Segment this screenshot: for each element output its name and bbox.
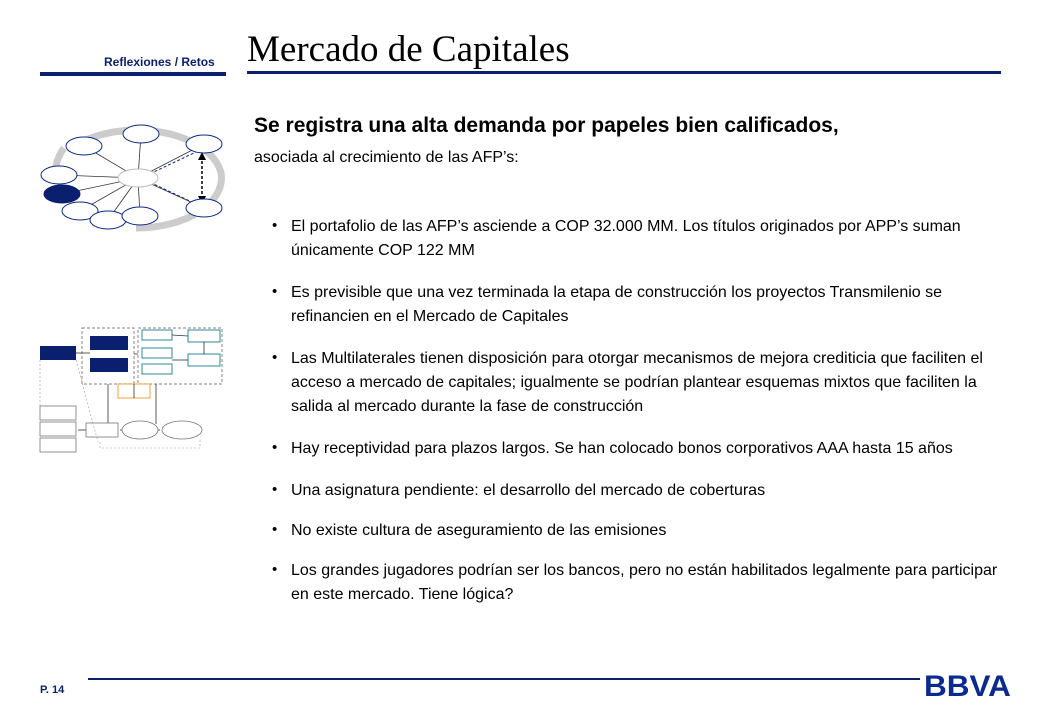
bbva-logo: BBVA [924,670,1011,703]
page-title: Mercado de Capitales [247,29,570,70]
bullet-item: • Es previsible que una vez terminada la etapa de construcción los proyectos Transmilenio se refinancien en el Mercado de Capitales [272,281,1012,329]
structure-diagram [38,324,228,460]
bottom-rule [88,678,920,680]
bullet-item: • Los grandes jugadores podrían ser los bancos, pero no están habilitados legalmente para participar en este mercado. Tiene lógica? [272,559,1012,607]
headline: Se registra una alta demanda por papeles bien calificados, [254,114,839,137]
title-rule [247,71,1001,74]
bullet-item: • El portafolio de las AFP’s asciende a COP 32.000 MM. Los títulos originados por APP’s suman únicamente COP 122 MM [272,215,1012,263]
bullet-list [272,215,1012,607]
network-diagram [36,118,236,238]
subhead: asociada al crecimiento de las AFP’s: [254,149,519,166]
page-number: P. 14 [40,684,65,696]
section-label: Reflexiones / Retos [104,55,215,69]
bullet-item: • No existe cultura de aseguramiento de las emisiones [272,519,1012,543]
bullet-item: • Hay receptividad para plazos largos. Se han colocado bonos corporativos AAA hasta 15 años [272,437,1012,461]
bullet-item: • Las Multilaterales tienen disposición para otorgar mecanismos de mejora crediticia que faciliten el acceso a mercado de capitales; igualmente se podrían plantear esquemas mixtos que faciliten la salida al mercado durante la fase de construcción [272,347,1012,419]
left-header-rule [40,72,226,76]
bullet-item: • Una asignatura pendiente: el desarrollo del mercado de coberturas [272,479,1012,503]
